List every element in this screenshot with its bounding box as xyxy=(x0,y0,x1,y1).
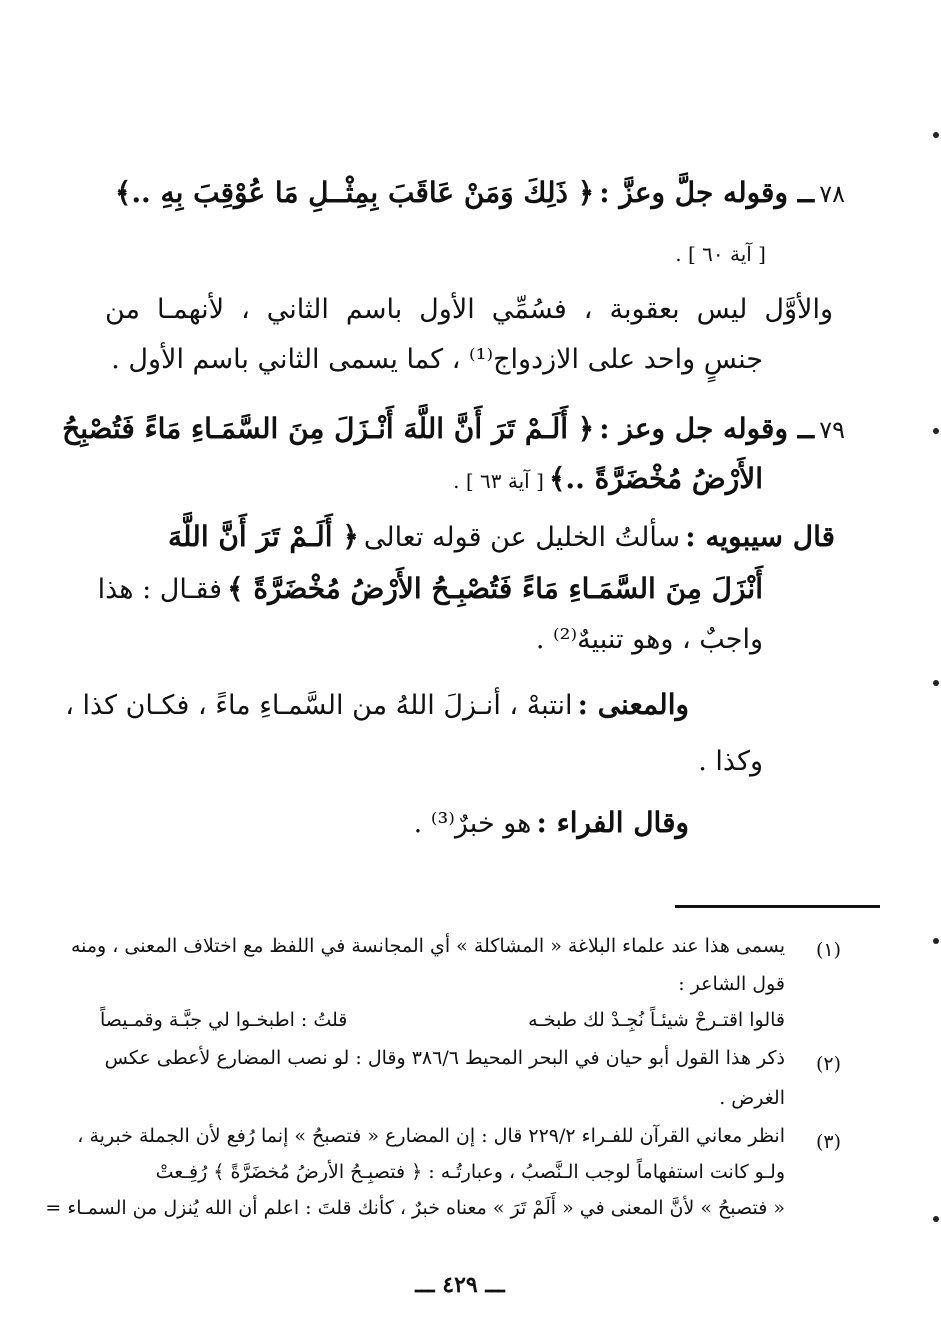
poetry-hemistich: قلتُ : اطبخـوا لي جبَّـة وقمـيصاً xyxy=(100,1009,348,1031)
footnote-marker: (١) xyxy=(815,939,841,961)
footnote-line: قول الشاعر : xyxy=(678,973,785,995)
quran-verse: ﴿ ذَلِكَ وَمَنْ عَاقَبَ بِمِثْــلِ مَا عُوْقِبَ بِهِ ..﴾ xyxy=(114,176,595,209)
footnote-line: يسمى هذا عند علماء البلاغة « المشاكلة » أي المجانسة في اللفظ مع اختلاف المعنى ، ومنه xyxy=(70,935,785,957)
quran-verse: أَنْزَلَ مِنَ السَّمَـاءِ مَاءً فَتُصْبِـحُ الأَرْضُ مُخْضَرَّةً ﴾ xyxy=(227,572,763,605)
quran-verse: الأَرْضُ مُخْضَرَّةً ..﴾ xyxy=(549,462,763,495)
entry-number: ٧٨ xyxy=(819,180,845,208)
entry-dash: ــ xyxy=(787,176,815,209)
verse-reference: [ آية ٦٣ ] . xyxy=(453,469,544,493)
entry-lead: وقوله جل وعز : xyxy=(599,412,788,445)
scan-speck xyxy=(933,428,939,434)
page-number: ـــ ٤٢٩ ـــ xyxy=(415,1272,505,1298)
entry-79-heading xyxy=(62,412,845,446)
paragraph-line xyxy=(414,806,689,840)
poetry-hemistich: قالوا اقتـرحْ شيئـاً نُجِـدْ لك طبخـه xyxy=(528,1009,785,1031)
scan-speck xyxy=(933,938,939,944)
speaker-label: قال سيبويه : xyxy=(685,520,835,553)
paragraph-line: والأوَّل ليس بعقوبة ، فسُمِّي الأول باسم الثاني ، لأنهمـا من xyxy=(105,294,833,325)
footnote-marker: (٣) xyxy=(815,1131,841,1153)
entry-78-heading xyxy=(115,176,845,210)
paragraph-line: واجبٌ ، وهو تنبيهٌ⁽²⁾ . xyxy=(535,624,763,655)
quran-verse: ﴿ أَلَـمْ تَرَ أَنَّ اللَّهَ xyxy=(168,520,359,553)
footnote-separator xyxy=(675,905,880,908)
scan-speck xyxy=(933,132,939,138)
paragraph-line: جنسٍ واحد على الازدواج⁽¹⁾ ، كما يسمى الثاني باسم الأول . xyxy=(111,344,763,375)
entry-number: ٧٩ xyxy=(819,416,845,444)
footnote-marker: (٢) xyxy=(815,1053,841,1075)
paragraph-line xyxy=(168,520,835,554)
verse-reference: [ آية ٦٠ ] . xyxy=(675,242,766,266)
footnote-line: الغرض . xyxy=(719,1087,785,1109)
paragraph-line xyxy=(98,572,763,606)
quran-verse: ﴿ أَلَـمْ تَرَ أَنَّ اللَّهَ أَنْـزَلَ مِنَ السَّمَـاءِ مَاءً فَتُصْبِحُ xyxy=(62,412,595,445)
footnote-line: انظر معاني القرآن للفـراء ٢٢٩/٢ قال : إن المضارع « فتصبحُ » إنما رُفع لأن الجملة خبرية ، xyxy=(77,1125,785,1147)
scan-speck xyxy=(933,1216,939,1222)
paragraph-line xyxy=(65,688,689,722)
paragraph-text: هو خبرٌ⁽³⁾ . xyxy=(413,808,532,839)
entry-dash: ــ xyxy=(787,412,815,445)
footnote-line: ولـو كانت استفهاماً لوجب الـنَّصبُ ، وعبارتُـه : ﴿ فتصبِـحُ الأرضُ مُخضَرَّةً ﴾ رُفِـعتْ xyxy=(155,1161,785,1183)
paragraph-text: سألتُ الخليل عن قوله تعالى xyxy=(363,522,681,553)
paragraph-line: وكذا . xyxy=(698,746,763,777)
scan-speck xyxy=(933,680,939,686)
paragraph-text: انتبهْ ، أنـزلَ اللهُ من السَّمـاءِ ماءً ، فكـان كذا ، xyxy=(65,690,573,721)
speaker-label: وقال الفراء : xyxy=(536,806,689,839)
entry-79-continuation xyxy=(453,462,763,496)
speaker-label: والمعنى : xyxy=(577,688,689,721)
entry-lead: وقوله جلَّ وعزَّ : xyxy=(599,176,788,209)
footnote-line: « فتصبحُ » لأنَّ المعنى في « أَلَمْ تَرَ » معناه خبرٌ ، كأنك قلتَ : اعلم أن الله يُنزل من السمـاء = xyxy=(45,1197,785,1219)
paragraph-text: فقـال : هذا xyxy=(97,574,223,605)
footnote-line: ذكر هذا القول أبو حيان في البحر المحيط ٣٨٦/٦ وقال : لو نصب المضارع لأعطى عكس xyxy=(104,1047,785,1069)
